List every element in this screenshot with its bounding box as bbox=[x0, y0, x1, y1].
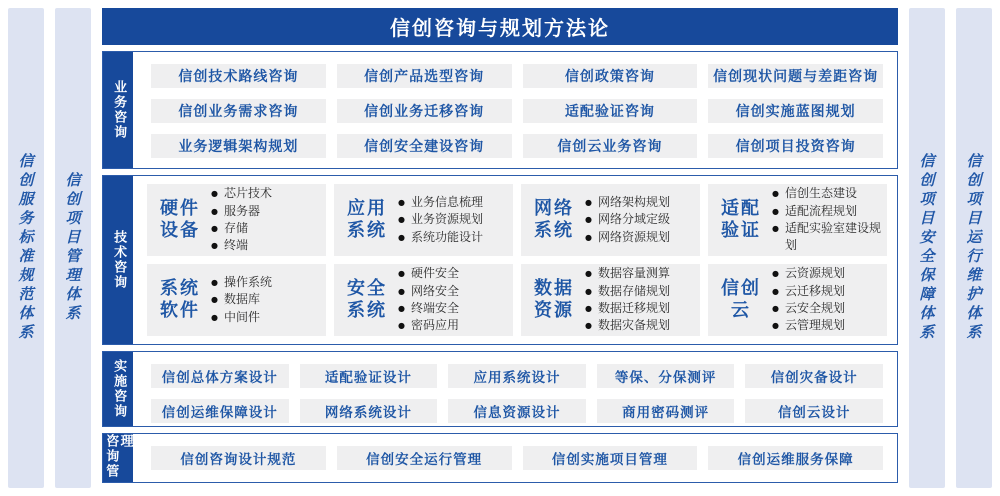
tech-block-security bbox=[334, 264, 513, 336]
section-technical-label-column bbox=[103, 176, 133, 344]
bullet-item: ● 操作系统 bbox=[211, 274, 322, 291]
implementation-item: 信创运维保障设计 bbox=[151, 399, 289, 423]
implementation-item: 信息资源设计 bbox=[448, 399, 586, 423]
implementation-item: 信创总体方案设计 bbox=[151, 364, 289, 388]
bullet-item: ● 服务器 bbox=[211, 203, 322, 220]
management-item: 信创实施项目管理 bbox=[523, 446, 698, 470]
bullet-item: ● 中间件 bbox=[211, 309, 322, 326]
tech-block-cloud bbox=[708, 264, 887, 336]
bullet-item: ● 业务资源规划 bbox=[398, 211, 509, 228]
pillar-security-assurance-label: 信创项目安全保障体系 bbox=[917, 153, 936, 343]
implementation-items-grid bbox=[133, 352, 897, 426]
bullet-item: ● 网络分域定级 bbox=[585, 211, 696, 228]
business-item: 信创业务需求咨询 bbox=[151, 99, 326, 123]
implementation-item: 等保、分保测评 bbox=[597, 364, 735, 388]
bullet-item: ● 数据迁移规划 bbox=[585, 300, 696, 317]
tech-block-application-title: 应用系统 bbox=[347, 197, 387, 241]
bullet-item: ● 数据灾备规划 bbox=[585, 317, 696, 334]
tech-block-hardware-title: 硬件设备 bbox=[160, 197, 200, 241]
business-item: 信创技术路线咨询 bbox=[151, 64, 326, 88]
business-item: 信创业务迁移咨询 bbox=[337, 99, 512, 123]
section-management-body bbox=[133, 434, 897, 482]
pillar-service-standards-label: 信创服务标准规范体系 bbox=[16, 153, 35, 343]
bullet-item: ● 硬件安全 bbox=[398, 265, 509, 282]
tech-blocks-grid bbox=[133, 176, 897, 344]
bullet-item: ● 信创生态建设 bbox=[772, 185, 883, 202]
section-business-body bbox=[133, 52, 897, 168]
section-technical-consulting bbox=[102, 175, 898, 345]
tech-block-security-title: 安全系统 bbox=[347, 277, 387, 321]
pillar-service-standards bbox=[8, 8, 44, 488]
bullet-item: ● 存储 bbox=[211, 220, 322, 237]
implementation-item: 商用密码测评 bbox=[597, 399, 735, 423]
section-management-label: 咨询管理 bbox=[103, 434, 133, 479]
management-items-grid bbox=[133, 434, 897, 482]
tech-block-network-list bbox=[585, 194, 696, 246]
business-item: 信创云业务咨询 bbox=[523, 134, 698, 158]
bullet-item: ● 云迁移规划 bbox=[772, 283, 883, 300]
bullet-item: ● 终端 bbox=[211, 237, 322, 254]
pillar-operations-maintenance-label: 信创项目运行维护体系 bbox=[964, 153, 983, 343]
bullet-item: ● 数据库 bbox=[211, 291, 322, 308]
bullet-item: ● 云管理规划 bbox=[772, 317, 883, 334]
section-business-consulting bbox=[102, 51, 898, 169]
tech-block-cloud-title: 信创云 bbox=[721, 277, 761, 321]
section-implementation-consulting bbox=[102, 351, 898, 427]
bullet-item: ● 网络资源规划 bbox=[585, 229, 696, 246]
tech-block-adaptation bbox=[708, 184, 887, 256]
business-item: 信创安全建设咨询 bbox=[337, 134, 512, 158]
implementation-item: 信创云设计 bbox=[745, 399, 883, 423]
management-item: 信创运维服务保障 bbox=[708, 446, 883, 470]
implementation-item: 适配验证设计 bbox=[300, 364, 438, 388]
implementation-item: 应用系统设计 bbox=[448, 364, 586, 388]
bullet-item: ● 业务信息梳理 bbox=[398, 194, 509, 211]
section-management-label-column bbox=[103, 434, 133, 482]
tech-block-cloud-list bbox=[772, 265, 883, 335]
business-item: 信创政策咨询 bbox=[523, 64, 698, 88]
tech-block-system-software-title: 系统软件 bbox=[160, 277, 200, 321]
tech-block-data-resource-list bbox=[585, 265, 696, 335]
tech-block-security-list bbox=[398, 265, 509, 335]
bullet-item: ● 云安全规划 bbox=[772, 300, 883, 317]
business-item: 信创产品选型咨询 bbox=[337, 64, 512, 88]
business-item: 适配验证咨询 bbox=[523, 99, 698, 123]
section-business-label-column bbox=[103, 52, 133, 168]
section-consulting-management bbox=[102, 433, 898, 483]
main-panel bbox=[102, 8, 898, 488]
section-implementation-body bbox=[133, 352, 897, 426]
tech-block-hardware bbox=[147, 184, 326, 256]
tech-block-adaptation-title: 适配验证 bbox=[721, 197, 761, 241]
section-technical-body bbox=[133, 176, 897, 344]
business-items-grid bbox=[133, 52, 897, 168]
section-technical-label: 技术咨询 bbox=[111, 230, 127, 290]
bullet-item: ● 网络安全 bbox=[398, 283, 509, 300]
tech-block-hardware-list bbox=[211, 185, 322, 255]
tech-block-application-list bbox=[398, 194, 509, 246]
bullet-item: ● 适配流程规划 bbox=[772, 203, 883, 220]
bullet-item: ● 系统功能设计 bbox=[398, 229, 509, 246]
section-implementation-label: 实施咨询 bbox=[111, 359, 127, 419]
bullet-item: ● 适配实验室建设规划 bbox=[772, 220, 883, 255]
pillar-project-management-label: 信创项目管理体系 bbox=[63, 172, 82, 324]
implementation-item: 信创灾备设计 bbox=[745, 364, 883, 388]
tech-block-adaptation-list bbox=[772, 185, 883, 255]
bullet-item: ● 终端安全 bbox=[398, 300, 509, 317]
management-item: 信创咨询设计规范 bbox=[151, 446, 326, 470]
bullet-item: ● 密码应用 bbox=[398, 317, 509, 334]
tech-block-system-software-list bbox=[211, 274, 322, 326]
business-item: 信创实施蓝图规划 bbox=[708, 99, 883, 123]
pillar-security-assurance bbox=[909, 8, 945, 488]
tech-block-system-software bbox=[147, 264, 326, 336]
bullet-item: ● 数据容量测算 bbox=[585, 265, 696, 282]
pillar-operations-maintenance bbox=[956, 8, 992, 488]
management-item: 信创安全运行管理 bbox=[337, 446, 512, 470]
pillar-project-management bbox=[55, 8, 91, 488]
page-title: 信创咨询与规划方法论 bbox=[102, 8, 898, 45]
tech-block-network-title: 网络系统 bbox=[534, 197, 574, 241]
bullet-item: ● 云资源规划 bbox=[772, 265, 883, 282]
tech-block-data-resource bbox=[521, 264, 700, 336]
bullet-item: ● 网络架构规划 bbox=[585, 194, 696, 211]
tech-block-application bbox=[334, 184, 513, 256]
tech-block-data-resource-title: 数据资源 bbox=[534, 277, 574, 321]
bullet-item: ● 芯片技术 bbox=[211, 185, 322, 202]
section-business-label: 业务咨询 bbox=[111, 80, 127, 140]
tech-block-network bbox=[521, 184, 700, 256]
bullet-item: ● 数据存储规划 bbox=[585, 283, 696, 300]
business-item: 信创现状问题与差距咨询 bbox=[708, 64, 883, 88]
section-implementation-label-column bbox=[103, 352, 133, 426]
business-item: 业务逻辑架构规划 bbox=[151, 134, 326, 158]
implementation-item: 网络系统设计 bbox=[300, 399, 438, 423]
business-item: 信创项目投资咨询 bbox=[708, 134, 883, 158]
